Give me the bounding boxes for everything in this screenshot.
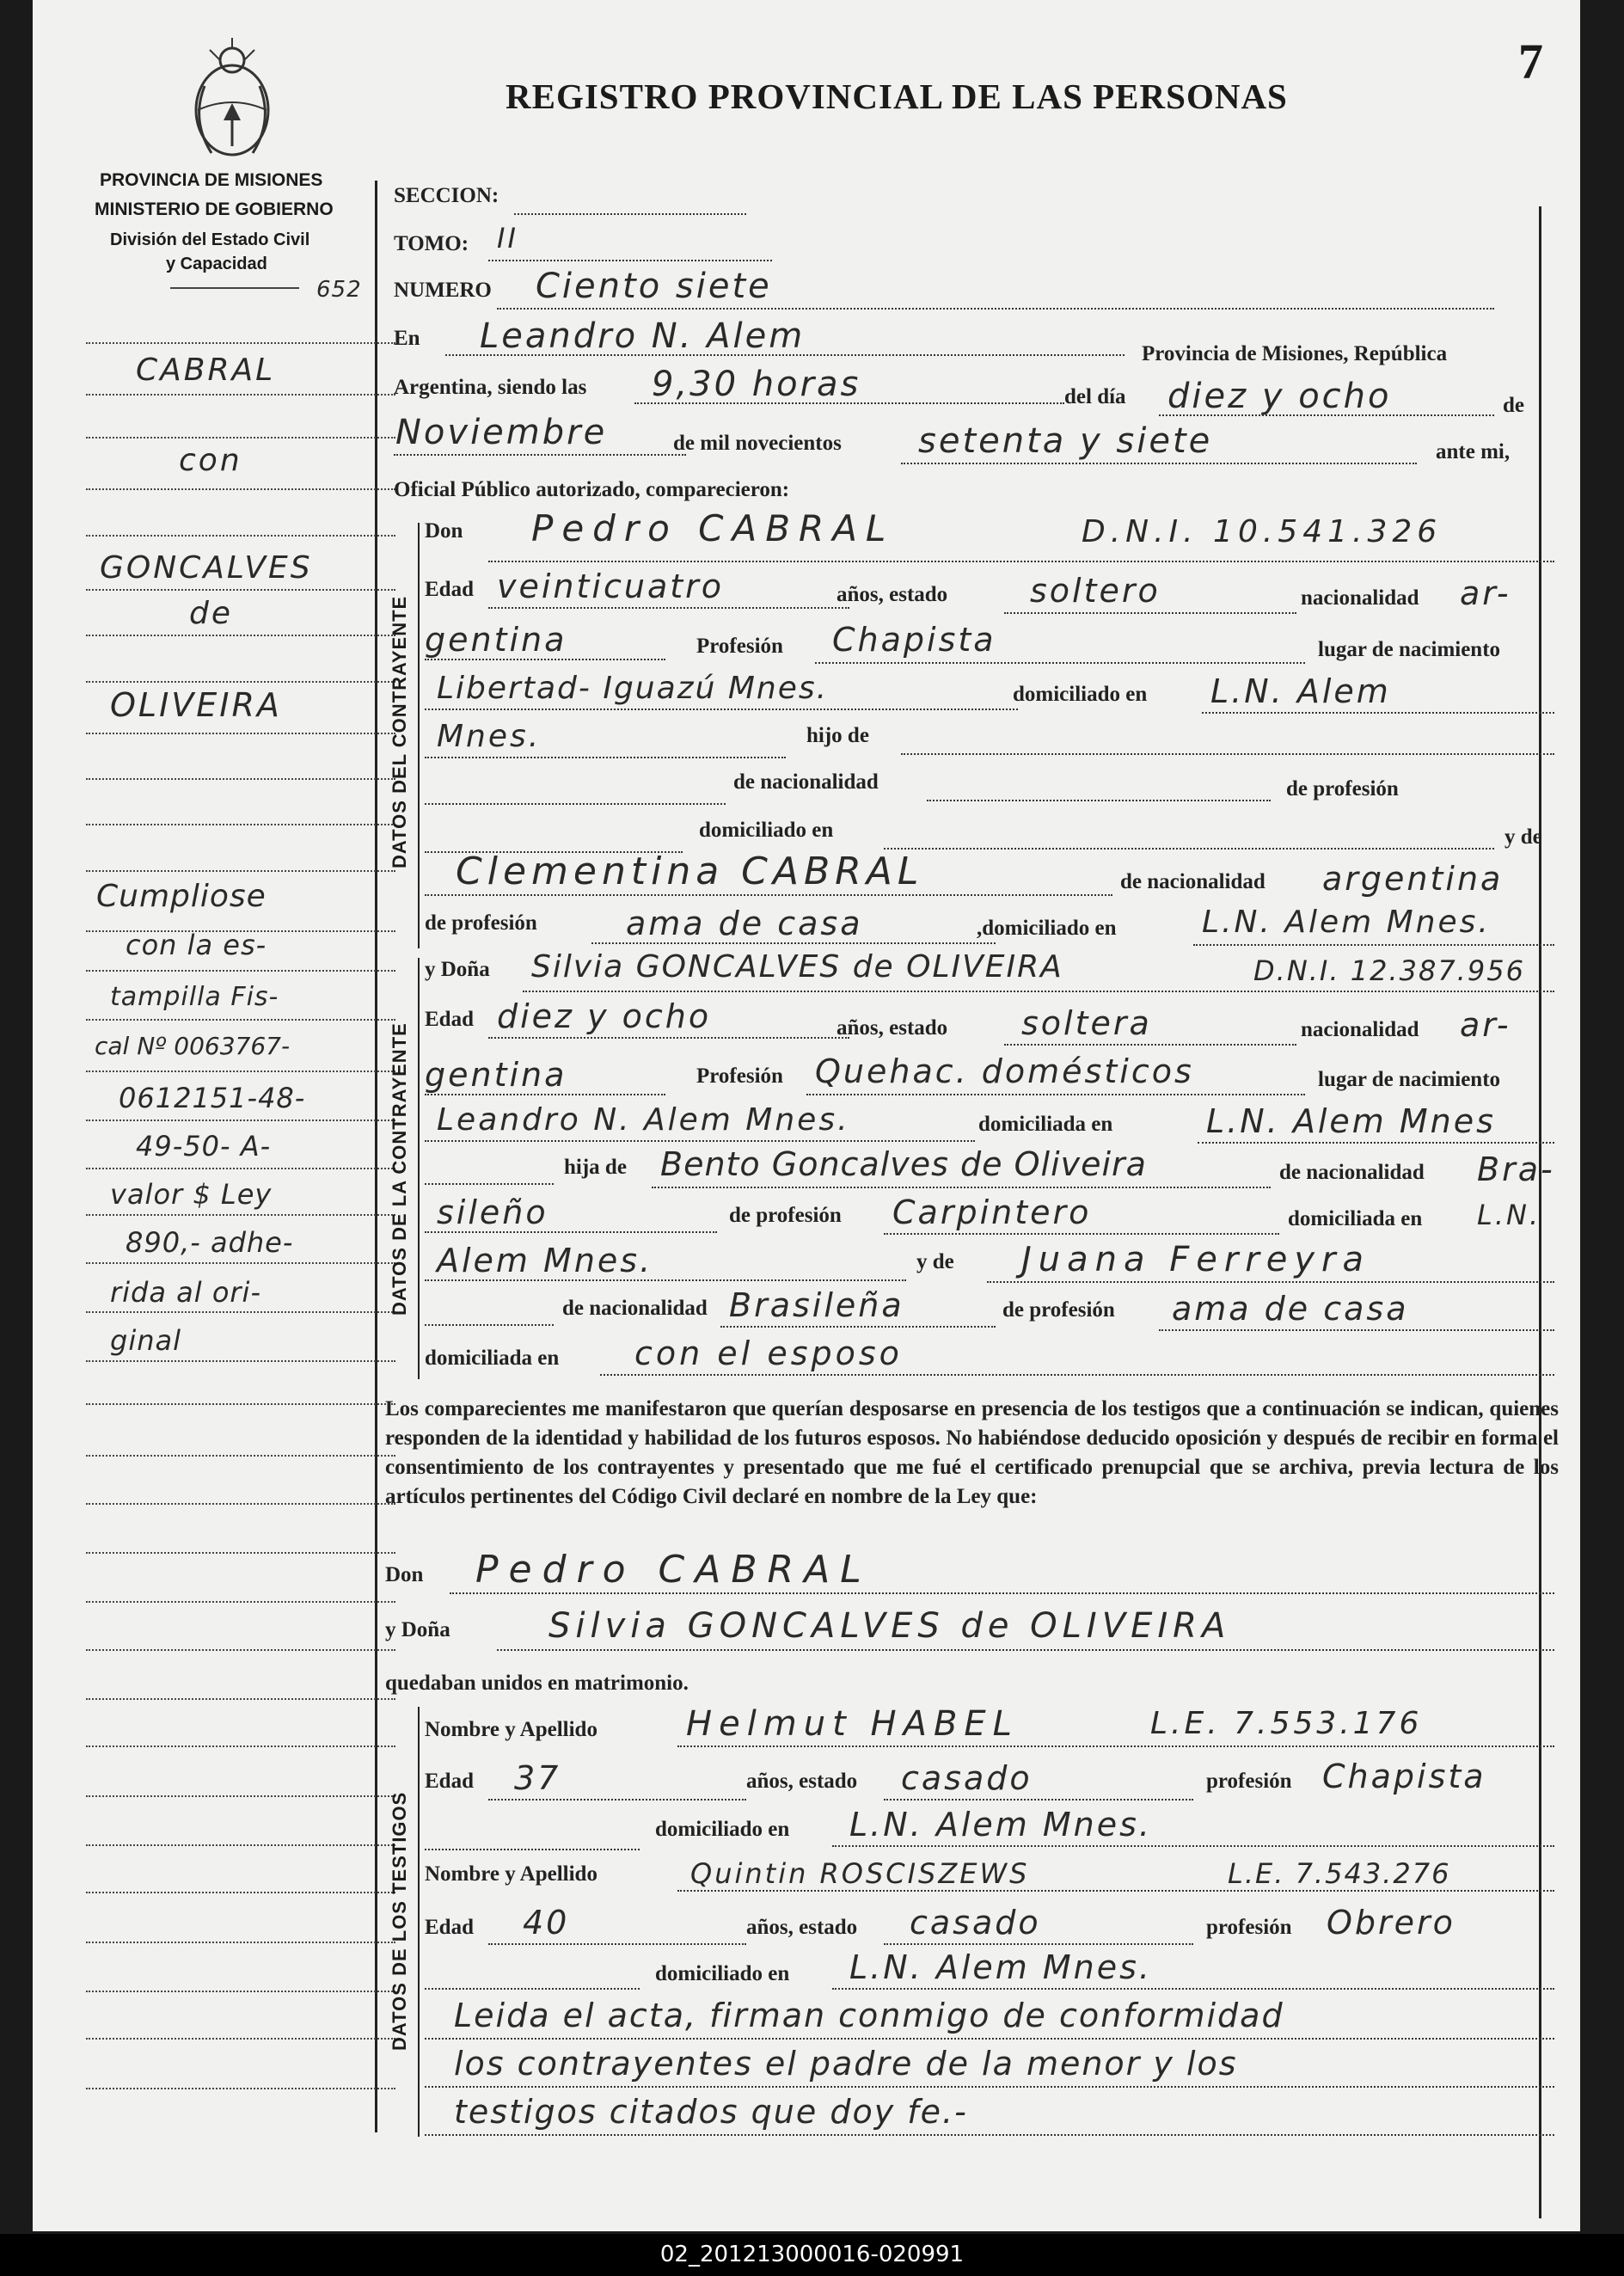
margin-note-line: ginal	[110, 1324, 181, 1357]
margin-note-line: 890,- adhe-	[126, 1226, 294, 1259]
groom-age-line	[488, 607, 849, 609]
w1-dom-line	[832, 1845, 1554, 1847]
margin-line	[86, 1503, 395, 1505]
margin-line	[86, 635, 395, 636]
decl-closing: quedaban unidos en matrimonio.	[385, 1672, 689, 1695]
groom-y-de-label: y de	[1504, 825, 1542, 849]
decl-dona-label: y Doña	[385, 1618, 450, 1641]
w2-pre-dom-line	[425, 1988, 640, 1990]
bride-mother-line	[987, 1281, 1554, 1283]
groom-de-prof-label: de profesión	[1286, 777, 1399, 801]
bride-father-prof-line	[884, 1233, 1279, 1235]
groom-mother-nationality: argentina	[1322, 860, 1504, 898]
place-line	[445, 354, 1125, 356]
margin-note-line: 49-50- A-	[136, 1130, 272, 1163]
seccion-line	[514, 213, 746, 215]
margin-line	[86, 1892, 395, 1893]
document-page	[33, 0, 1580, 2231]
bride-prof-line	[806, 1094, 1305, 1095]
year-value: setenta y siete	[918, 421, 1213, 461]
margin-line	[86, 1795, 395, 1797]
bride-dom-label: domiciliada en	[978, 1113, 1113, 1136]
groom-anos-label: años, estado	[837, 583, 948, 606]
groom-section-label: DATOS DEL CONTRAYENTE	[389, 595, 410, 868]
margin-line	[86, 394, 395, 396]
bride-father: Bento Goncalves de Oliveira	[660, 1145, 1147, 1183]
bride-nationality-b: gentina	[425, 1056, 567, 1094]
closing-line-1: Leida el acta, firman conmigo de conformidad	[454, 1997, 1284, 2034]
groom-mother-dom-label: ,domiciliado en	[977, 917, 1117, 940]
groom-dni: D.N.I. 10.541.326	[1082, 514, 1443, 549]
w1-prof-label: profesión	[1206, 1770, 1292, 1793]
decl-groom-line	[450, 1592, 1554, 1594]
margin-surname-3: OLIVEIRA	[110, 686, 282, 724]
margin-line	[86, 1019, 395, 1021]
w1-name-line	[677, 1745, 1554, 1747]
de-mil-label: de mil novecientos	[673, 432, 842, 455]
groom-domicile-2: Mnes.	[437, 719, 542, 754]
w2-name: Quintin ROSCISZEWS	[690, 1857, 1030, 1890]
bride-pre-hija-line	[425, 1183, 554, 1185]
w1-dom-label: domiciliado en	[655, 1818, 790, 1841]
bride-father-profession: Carpintero	[892, 1193, 1092, 1231]
section-border-1	[418, 523, 420, 948]
margin-line	[86, 1071, 395, 1072]
margin-line	[86, 1311, 395, 1313]
groom-nationality-b: gentina	[425, 621, 567, 659]
w1-pre-dom-line	[425, 1849, 640, 1850]
hour-line	[634, 402, 1064, 404]
day-value: diez y ocho	[1167, 377, 1392, 416]
closing-line-3: testigos citados que doy fe.-	[454, 2093, 968, 2131]
margin-line	[86, 1455, 395, 1457]
margin-line	[86, 681, 395, 683]
left-border	[375, 181, 377, 2132]
footer-code: 02_201213000016-020991	[0, 2234, 1624, 2276]
margin-line	[86, 2088, 395, 2089]
oficial-text: Oficial Público autorizado, comparecieron:	[394, 478, 790, 501]
bride-age-line	[488, 1037, 849, 1039]
day-line	[1159, 414, 1494, 416]
w2-name-line	[677, 1890, 1554, 1892]
margin-de: de	[189, 596, 233, 631]
w2-prof-label: profesión	[1206, 1916, 1292, 1939]
section-border-3	[418, 1707, 420, 2137]
margin-line	[86, 1601, 395, 1603]
w2-anos-label: años, estado	[746, 1916, 858, 1939]
w2-age: 40	[523, 1904, 570, 1942]
groom-nac-label: nacionalidad	[1301, 586, 1419, 610]
w2-profession: Obrero	[1327, 1904, 1455, 1942]
groom-prof-label: Profesión	[696, 635, 783, 658]
groom-mother-domicile: L.N. Alem Mnes.	[1202, 905, 1491, 940]
margin-line	[86, 1120, 395, 1121]
bride-mother-dom-line	[600, 1374, 1554, 1376]
bride-status: soltera	[1021, 1004, 1152, 1042]
closing-dot-3	[425, 2134, 1554, 2136]
groom-nationality-a: ar-	[1460, 574, 1511, 612]
bride-father-prof-label: de profesión	[729, 1204, 842, 1227]
margin-line	[86, 1403, 395, 1405]
numero-value: Ciento siete	[536, 267, 772, 306]
hour-value: 9,30 horas	[652, 365, 861, 404]
groom-status: soltero	[1030, 572, 1161, 610]
margin-line	[86, 870, 395, 872]
month-value: Noviembre	[395, 413, 608, 452]
w2-doc: L.E. 7.543.276	[1228, 1857, 1451, 1890]
margin-line	[86, 437, 395, 439]
groom-age: veinticuatro	[497, 567, 724, 605]
groom-mother-prof-label: de profesión	[425, 911, 537, 935]
decl-bride: Silvia GONCALVES de OLIVEIRA	[548, 1606, 1231, 1646]
closing-line-2: los contrayentes el padre de la menor y los	[454, 2045, 1238, 2083]
margin-surname-2: GONCALVES	[100, 550, 313, 586]
decl-don-label: Don	[385, 1563, 424, 1586]
margin-line	[86, 1262, 395, 1264]
bride-dona-label: y Doña	[425, 958, 490, 981]
margin-line	[86, 2038, 395, 2040]
margin-line	[86, 778, 395, 780]
groom-father-line	[901, 753, 1554, 755]
month-line	[394, 454, 686, 456]
margin-line	[86, 824, 395, 825]
groom-status-line	[1004, 612, 1296, 614]
margin-note-line: Cumpliose	[96, 879, 267, 914]
groom-mother-nac-label: de nacionalidad	[1120, 870, 1265, 893]
groom-mother-dom-line	[1193, 944, 1554, 946]
groom-mother-prof-line	[591, 942, 996, 944]
margin-note-line: rida al ori-	[110, 1276, 261, 1309]
bride-father-nat-a: Bra-	[1477, 1150, 1555, 1188]
w2-nombre-label: Nombre y Apellido	[425, 1862, 598, 1886]
w1-name: Helmut HABEL	[686, 1704, 1019, 1744]
margin-line	[86, 970, 395, 972]
margin-line	[86, 1552, 395, 1554]
w1-anos-label: años, estado	[746, 1770, 858, 1793]
groom-domicile: L.N. Alem	[1210, 672, 1391, 710]
groom-dom-line	[1202, 712, 1554, 714]
w1-profession: Chapista	[1322, 1758, 1486, 1795]
margin-line	[86, 342, 395, 344]
bride-father-dom-b: Alem Mnes.	[437, 1242, 653, 1279]
bride-dom-line	[1198, 1142, 1554, 1144]
margin-line	[86, 733, 395, 734]
year-line	[901, 463, 1417, 464]
ministry-label: MINISTERIO DE GOBIERNO	[95, 199, 334, 219]
bride-name-line	[523, 991, 1554, 992]
section-border-2	[418, 958, 420, 1379]
groom-hijo-label: hijo de	[806, 724, 869, 747]
margin-line	[86, 1214, 395, 1216]
page-title: REGISTRO PROVINCIAL DE LAS PERSONAS	[506, 77, 1288, 116]
coat-of-arms-emblem	[186, 34, 279, 163]
bride-mother-nat-line	[720, 1326, 996, 1328]
groom-name: Pedro CABRAL	[531, 507, 895, 549]
groom-mother-line	[425, 894, 1112, 896]
w1-doc: L.E. 7.553.176	[1150, 1706, 1423, 1741]
bride-hija-label: hija de	[564, 1156, 627, 1179]
groom-de-nac-label: de nacionalidad	[733, 770, 879, 794]
margin-note-line: valor $ Ley	[110, 1178, 273, 1211]
groom-father-nat-line	[425, 803, 726, 805]
bride-father-nat-line	[425, 1231, 717, 1233]
margin-line	[86, 589, 395, 591]
groom-prof-line	[815, 662, 1305, 664]
folio-number: 652	[316, 277, 362, 303]
groom-profession: Chapista	[832, 621, 996, 659]
groom-lugar-label: lugar de nacimiento	[1318, 638, 1501, 661]
seccion-label: SECCION:	[394, 184, 499, 207]
w1-nombre-label: Nombre y Apellido	[425, 1718, 598, 1741]
bride-father-dom-label: domiciliada en	[1288, 1207, 1423, 1230]
bride-nat-line	[425, 1094, 665, 1095]
w2-domicile: L.N. Alem Mnes.	[849, 1948, 1152, 1986]
w1-status-line	[884, 1799, 1193, 1801]
tomo-line	[488, 260, 772, 261]
margin-note-line: cal Nº 0063767-	[95, 1032, 291, 1060]
margin-line	[86, 1844, 395, 1846]
margin-line	[86, 1745, 395, 1747]
declaration-paragraph: Los comparecientes me manifestaron que querían desposarse en presencia de los testigos que a continuación se indican, quienes responden de la identidad y habilidad de los futuros esposos. No habiéndose deducido oposición y después de recibir en forma el consentimiento de los contrayentes y presentado que me fué el certificado prenupcial que se archiva, previa lectura de los artículos pertinentes del Código Civil declaré en nombre de la Ley que:	[385, 1397, 1559, 1508]
w2-edad-label: Edad	[425, 1916, 474, 1939]
de-label: de	[1503, 394, 1524, 417]
decl-groom: Pedro CABRAL	[475, 1548, 872, 1592]
numero-line	[497, 308, 1494, 310]
bride-nationality-a: ar-	[1460, 1006, 1511, 1044]
bride-mother-prof-line	[1159, 1329, 1554, 1331]
bride-anos-label: años, estado	[837, 1016, 948, 1040]
groom-mother: Clementina CABRAL	[456, 850, 924, 893]
margin-line	[86, 488, 395, 490]
bride-father-dom-a: L.N.	[1477, 1199, 1541, 1231]
closing-dot-1	[425, 2038, 1554, 2040]
groom-father-dom-line	[884, 848, 1494, 850]
bride-father-line	[652, 1187, 1271, 1188]
bride-birth-line	[425, 1140, 975, 1142]
bride-mother-prof-label: de profesión	[1002, 1298, 1115, 1322]
bride-mother-dom-label: domiciliada en	[425, 1347, 560, 1370]
w2-dom-line	[832, 1988, 1554, 1990]
bride-father-dom-line	[425, 1279, 906, 1281]
provincia-text: Provincia de Misiones, República	[1142, 342, 1448, 365]
bride-mother: Juana Ferreyra	[1021, 1240, 1370, 1279]
margin-surname: CABRAL	[136, 353, 276, 388]
page-number: 7	[1518, 34, 1543, 89]
w1-domicile: L.N. Alem Mnes.	[849, 1806, 1152, 1843]
margin-note-line: 0612151-48-	[119, 1082, 306, 1114]
bride-mother-profession: ama de casa	[1172, 1290, 1409, 1328]
margin-line	[86, 1942, 395, 1943]
w2-status-line	[884, 1943, 1193, 1945]
margin-line	[86, 1991, 395, 1992]
bride-father-nac-label: de nacionalidad	[1279, 1161, 1425, 1184]
groom-mother-profession: ama de casa	[626, 905, 863, 942]
w2-status: casado	[910, 1904, 1041, 1942]
groom-name-line	[488, 561, 1554, 562]
margin-line	[86, 1168, 395, 1169]
numero-label: NUMERO	[394, 279, 492, 302]
margin-note-line: tampilla Fis-	[110, 982, 279, 1012]
ante-mi-label: ante mi,	[1436, 440, 1511, 463]
margin-note-line: con la es-	[126, 929, 267, 961]
del-dia-label: del día	[1064, 385, 1126, 408]
tomo-value: II	[497, 222, 518, 255]
groom-edad-label: Edad	[425, 578, 474, 601]
w2-age-line	[488, 1943, 746, 1945]
margin-con: con	[179, 443, 242, 478]
bride-nac-label: nacionalidad	[1301, 1018, 1419, 1041]
margin-line	[86, 1360, 395, 1362]
witness-section-label: DATOS DE LOS TESTIGOS	[389, 1791, 410, 2051]
place-value: Leandro N. Alem	[480, 316, 806, 356]
bride-age: diez y ocho	[497, 997, 712, 1035]
bride-mother-nac-label: de nacionalidad	[562, 1297, 708, 1320]
bride-status-line	[1004, 1044, 1296, 1046]
groom-dom2-line	[425, 757, 786, 758]
groom-birthplace: Libertad- Iguazú Mnes.	[437, 671, 829, 706]
en-label: En	[394, 327, 420, 350]
w1-status: casado	[901, 1759, 1033, 1797]
bride-birthplace: Leandro N. Alem Mnes.	[437, 1102, 850, 1138]
bride-domicile: L.N. Alem Mnes	[1206, 1102, 1496, 1140]
margin-line	[86, 535, 395, 537]
argentina-text: Argentina, siendo las	[394, 376, 587, 399]
province-label: PROVINCIA DE MISIONES	[100, 170, 323, 190]
bride-father-nat-b: sileño	[437, 1193, 548, 1231]
margin-line	[86, 1649, 395, 1651]
bride-edad-label: Edad	[425, 1008, 474, 1031]
bride-mother-nationality: Brasileña	[729, 1286, 904, 1324]
w1-age-line	[488, 1799, 746, 1801]
groom-nat-line	[425, 659, 665, 660]
bride-name: Silvia GONCALVES de OLIVEIRA	[531, 949, 1063, 985]
closing-dot-2	[425, 2086, 1554, 2088]
tomo-label: TOMO:	[394, 232, 469, 255]
groom-don-label: Don	[425, 519, 463, 543]
division-label: División del Estado Civil	[110, 230, 310, 249]
groom-dom-en-label: domiciliado en	[699, 819, 834, 842]
divider	[170, 287, 299, 289]
groom-father-nat2-line	[927, 800, 1271, 801]
w2-dom-label: domiciliado en	[655, 1962, 790, 1985]
bride-mother-domicile: con el esposo	[634, 1334, 903, 1372]
bride-pre-nac-line	[425, 1324, 554, 1326]
bride-lugar-label: lugar de nacimiento	[1318, 1068, 1501, 1091]
w1-edad-label: Edad	[425, 1770, 474, 1793]
groom-birth-line	[425, 709, 1018, 710]
bride-prof-label: Profesión	[696, 1064, 783, 1088]
decl-bride-line	[497, 1649, 1554, 1651]
bride-y-de-label: y de	[916, 1250, 954, 1273]
bride-section-label: DATOS DE LA CONTRAYENTE	[389, 1022, 410, 1316]
bride-profession: Quehac. domésticos	[815, 1052, 1194, 1090]
groom-dom-label: domiciliado en	[1013, 683, 1148, 706]
w1-age: 37	[514, 1759, 561, 1797]
bride-dni: D.N.I. 12.387.956	[1253, 954, 1525, 987]
margin-line	[86, 1698, 395, 1700]
division-label-2: y Capacidad	[166, 255, 267, 273]
